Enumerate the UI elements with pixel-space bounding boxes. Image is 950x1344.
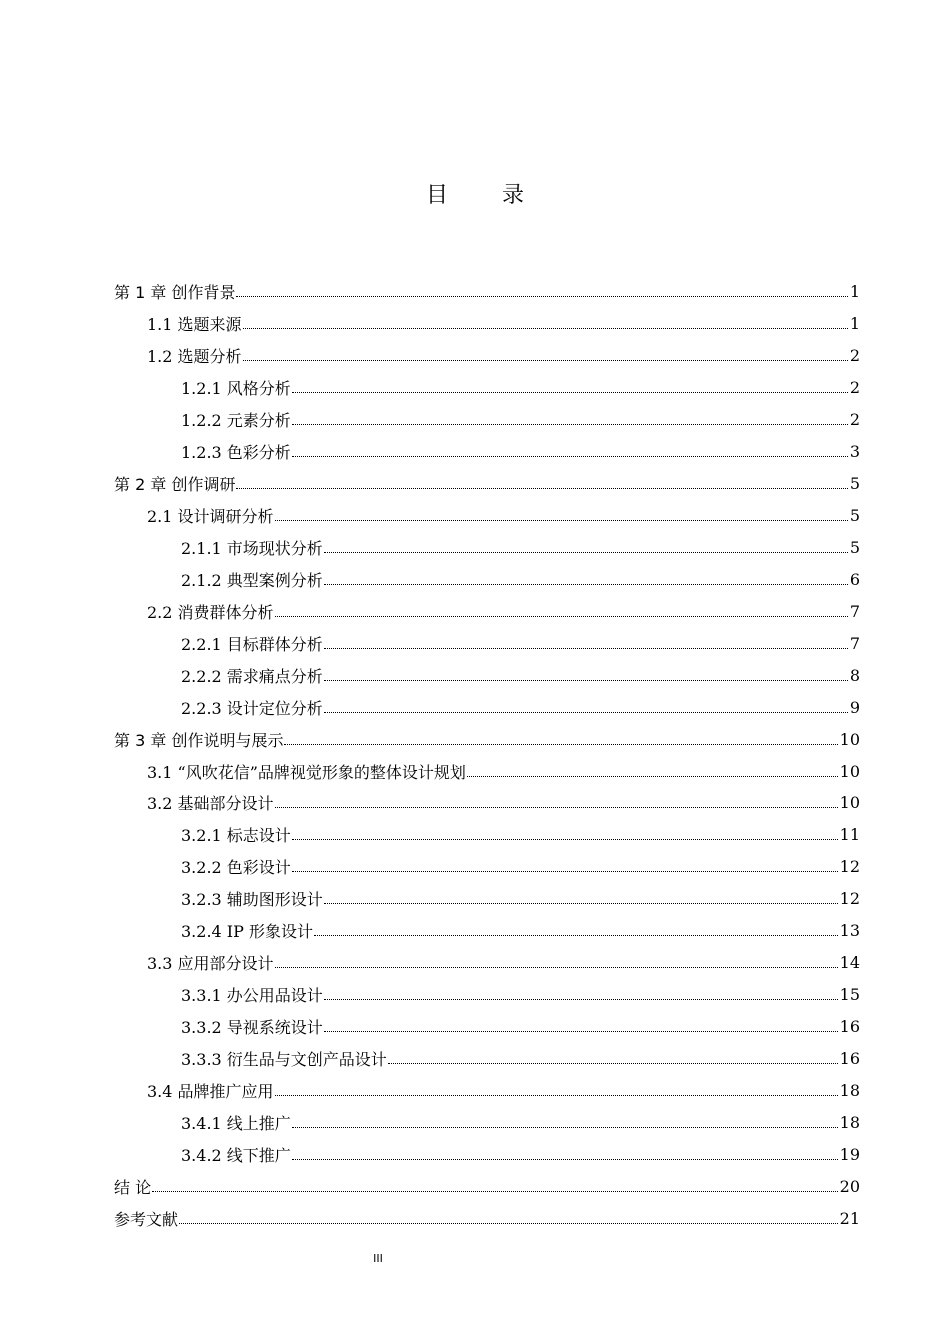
- toc-entry-title: 第 1 章 创作背景: [114, 283, 236, 303]
- dot-leader: [236, 296, 847, 297]
- toc-entry[interactable]: [114, 787, 860, 819]
- dot-leader: [324, 1031, 838, 1032]
- toc-entry-page: 20: [839, 1176, 860, 1196]
- toc-entry[interactable]: [114, 308, 860, 340]
- toc-entry-page: 10: [839, 793, 860, 813]
- toc-entry[interactable]: [114, 1106, 860, 1138]
- toc-entry-title: 2.2.3 设计定位分析: [181, 698, 323, 718]
- toc-entry[interactable]: [114, 627, 860, 659]
- toc-entry-page: 1: [849, 282, 860, 302]
- toc-entry[interactable]: [114, 723, 860, 755]
- title-char-2: 录: [502, 183, 525, 208]
- toc-entry-page: 9: [849, 697, 860, 717]
- dot-leader: [292, 424, 848, 425]
- toc-entry[interactable]: [114, 851, 860, 883]
- toc-entry-page: 13: [839, 921, 860, 941]
- toc-entry[interactable]: [114, 532, 860, 564]
- table-of-contents: [114, 276, 860, 1234]
- dot-leader: [324, 552, 848, 553]
- dot-leader: [243, 328, 848, 329]
- dot-leader: [236, 488, 847, 489]
- toc-entry[interactable]: [114, 1202, 860, 1234]
- title-char-1: 目: [425, 183, 448, 208]
- toc-entry-page: 11: [839, 825, 860, 845]
- toc-entry-title: 2.1 设计调研分析: [147, 507, 274, 527]
- toc-entry-title: 3.1 “风吹花信”品牌视觉形象的整体设计规划: [147, 762, 466, 782]
- toc-entry[interactable]: [114, 947, 860, 979]
- toc-entry-page: 5: [849, 506, 860, 526]
- toc-entry-title: 3.2.1 标志设计: [181, 826, 291, 846]
- toc-entry-page: 8: [849, 665, 860, 685]
- toc-entry-title: 2.2.2 需求痛点分析: [181, 666, 323, 686]
- toc-entry-page: 16: [839, 1048, 860, 1068]
- toc-entry-title: 3.4.2 线下推广: [181, 1145, 291, 1165]
- dot-leader: [292, 1159, 838, 1160]
- toc-entry-title: 3.2.2 色彩设计: [181, 858, 291, 878]
- toc-entry-title: 2.2 消费群体分析: [147, 602, 274, 622]
- toc-entry[interactable]: [114, 755, 860, 787]
- page-number-footer: III: [373, 1252, 383, 1265]
- toc-entry-page: 14: [839, 953, 860, 973]
- dot-leader: [292, 1127, 838, 1128]
- toc-entry[interactable]: [114, 468, 860, 500]
- dot-leader: [275, 967, 838, 968]
- toc-entry-page: 19: [839, 1144, 860, 1164]
- toc-entry-page: 5: [849, 537, 860, 557]
- dot-leader: [275, 616, 848, 617]
- toc-entry[interactable]: [114, 883, 860, 915]
- toc-entry[interactable]: [114, 276, 860, 308]
- dot-leader: [324, 903, 838, 904]
- toc-entry-title: 3.3.1 办公用品设计: [181, 986, 323, 1006]
- toc-entry-page: 16: [839, 1017, 860, 1037]
- toc-entry[interactable]: [114, 563, 860, 595]
- dot-leader: [179, 1223, 838, 1224]
- toc-entry[interactable]: [114, 340, 860, 372]
- toc-entry[interactable]: [114, 1074, 860, 1106]
- toc-entry[interactable]: [114, 436, 860, 468]
- toc-entry-title: 3.4.1 线上推广: [181, 1113, 291, 1133]
- toc-entry-page: 2: [849, 410, 860, 430]
- toc-entry-title: 2.1.2 典型案例分析: [181, 570, 323, 590]
- toc-entry-title: 3.2.4 IP 形象设计: [181, 922, 313, 942]
- dot-leader: [243, 360, 848, 361]
- toc-entry-title: 3.3.3 衍生品与文创产品设计: [181, 1049, 387, 1069]
- toc-entry-page: 1: [849, 314, 860, 334]
- toc-entry-page: 5: [849, 474, 860, 494]
- toc-entry-page: 3: [849, 442, 860, 462]
- toc-entry-title: 第 3 章 创作说明与展示: [114, 730, 284, 750]
- toc-entry-page: 7: [849, 601, 860, 621]
- dot-leader: [152, 1191, 838, 1192]
- toc-entry-title: 1.2.3 色彩分析: [181, 443, 291, 463]
- dot-leader: [314, 935, 838, 936]
- dot-leader: [275, 1095, 838, 1096]
- toc-entry-page: 18: [839, 1112, 860, 1132]
- dot-leader: [467, 776, 838, 777]
- dot-leader: [324, 680, 848, 681]
- toc-entry-title: 1.1 选题来源: [147, 315, 242, 335]
- toc-entry-page: 10: [839, 729, 860, 749]
- dot-leader: [324, 712, 848, 713]
- toc-entry-title: 3.3.2 导视系统设计: [181, 1018, 323, 1038]
- toc-entry-page: 12: [839, 857, 860, 877]
- toc-entry-title: 1.2 选题分析: [147, 347, 242, 367]
- toc-entry[interactable]: [114, 659, 860, 691]
- toc-entry-page: 2: [849, 346, 860, 366]
- toc-entry[interactable]: [114, 915, 860, 947]
- toc-entry-title: 1.2.1 风格分析: [181, 379, 291, 399]
- dot-leader: [324, 999, 838, 1000]
- toc-entry-page: 18: [839, 1080, 860, 1100]
- toc-entry-title: 结 论: [114, 1177, 152, 1197]
- toc-entry[interactable]: [114, 404, 860, 436]
- toc-entry-title: 参考文献: [114, 1209, 179, 1229]
- toc-entry-title: 3.3 应用部分设计: [147, 954, 274, 974]
- dot-leader: [275, 807, 838, 808]
- dot-leader: [292, 392, 848, 393]
- dot-leader: [284, 744, 837, 745]
- toc-entry-title: 3.2.3 辅助图形设计: [181, 890, 323, 910]
- toc-entry[interactable]: [114, 1170, 860, 1202]
- toc-entry[interactable]: [114, 1043, 860, 1075]
- dot-leader: [275, 520, 848, 521]
- toc-entry-page: 12: [839, 889, 860, 909]
- toc-entry-title: 第 2 章 创作调研: [114, 475, 236, 495]
- toc-entry[interactable]: [114, 819, 860, 851]
- dot-leader: [292, 839, 838, 840]
- toc-entry-page: 6: [849, 569, 860, 589]
- toc-entry-page: 7: [849, 633, 860, 653]
- toc-entry[interactable]: [114, 372, 860, 404]
- toc-entry[interactable]: [114, 500, 860, 532]
- toc-entry-title: 3.4 品牌推广应用: [147, 1081, 274, 1101]
- dot-leader: [324, 648, 848, 649]
- page-title: [0, 178, 950, 209]
- toc-entry-page: 15: [839, 985, 860, 1005]
- dot-leader: [292, 871, 838, 872]
- toc-entry[interactable]: [114, 979, 860, 1011]
- toc-entry-page: 2: [849, 378, 860, 398]
- toc-entry-title: 1.2.2 元素分析: [181, 411, 291, 431]
- toc-entry-title: 2.2.1 目标群体分析: [181, 634, 323, 654]
- toc-entry[interactable]: [114, 691, 860, 723]
- toc-entry-title: 2.1.1 市场现状分析: [181, 538, 323, 558]
- dot-leader: [292, 456, 848, 457]
- toc-entry[interactable]: [114, 595, 860, 627]
- toc-entry[interactable]: [114, 1138, 860, 1170]
- toc-entry-page: 10: [839, 761, 860, 781]
- dot-leader: [324, 584, 848, 585]
- dot-leader: [388, 1063, 838, 1064]
- toc-entry-page: 21: [839, 1208, 860, 1228]
- toc-entry-title: 3.2 基础部分设计: [147, 794, 274, 814]
- toc-entry[interactable]: [114, 1011, 860, 1043]
